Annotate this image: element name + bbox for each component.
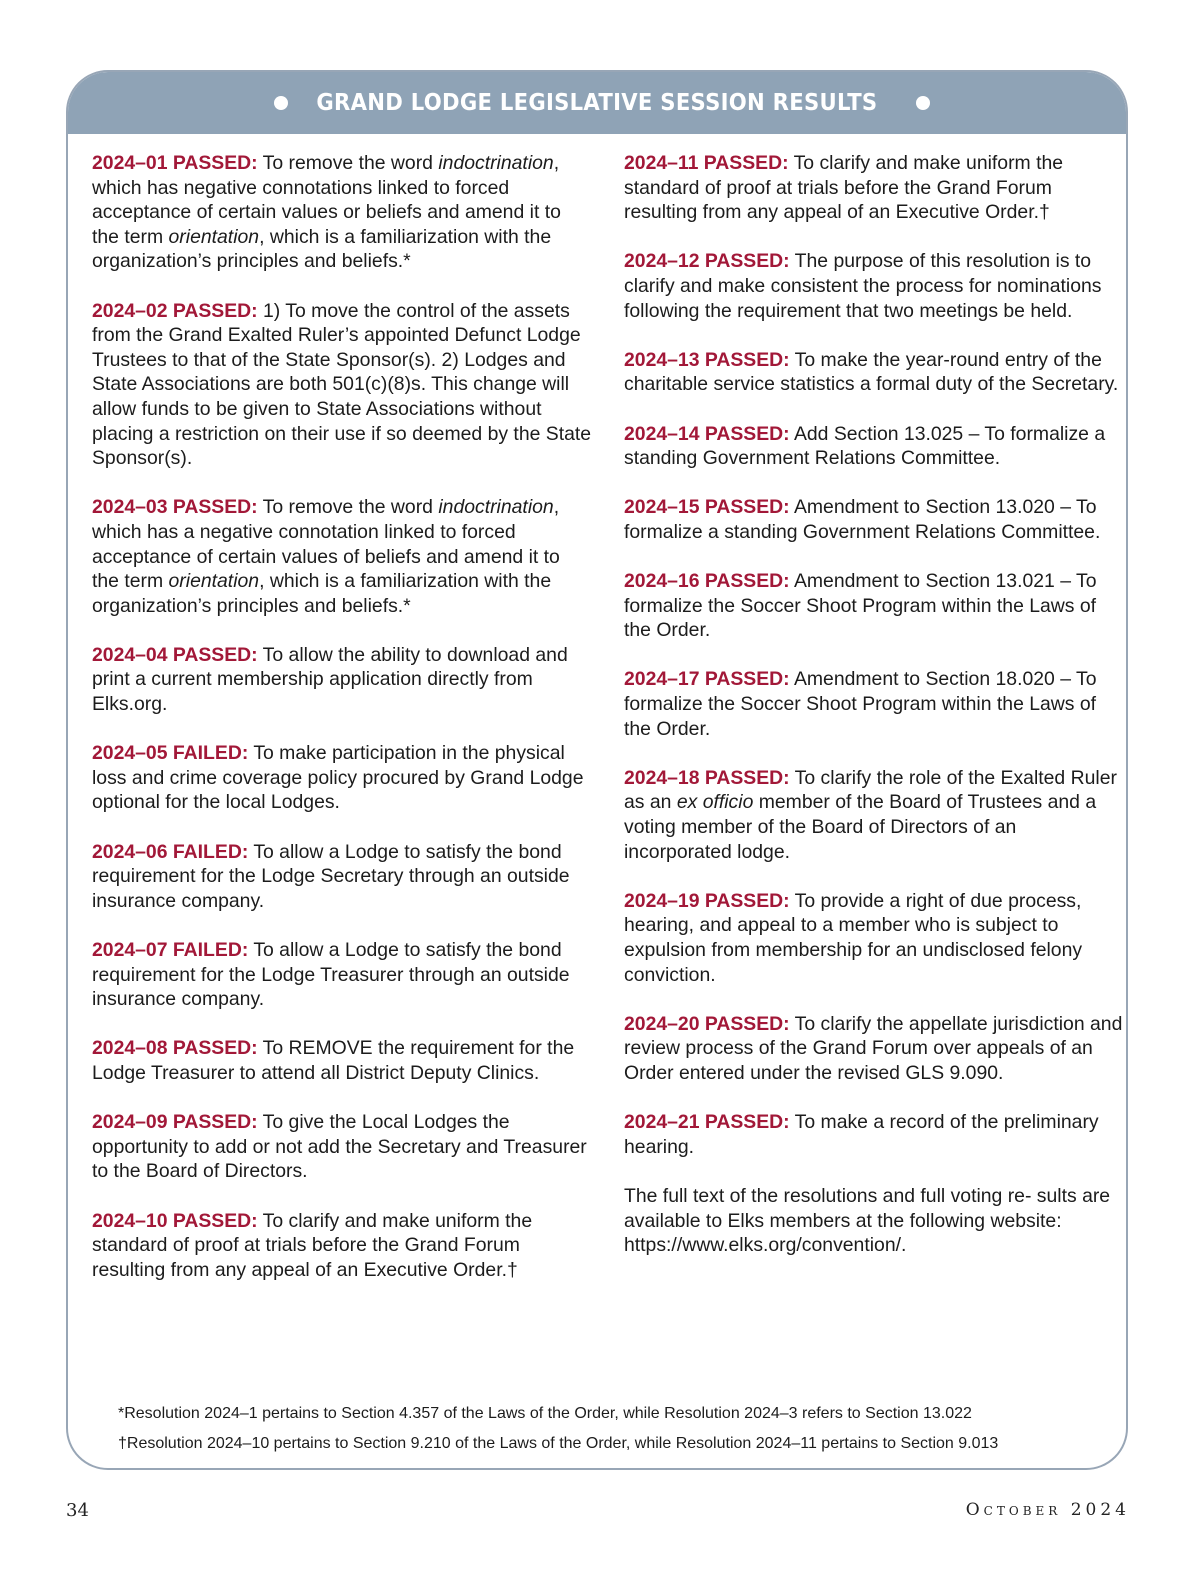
resolution-text: To clarify the appellate jurisdiction and review process of the Grand Forum over appeals of an Order entered under the revised GLS 9.090. [624, 1012, 1123, 1084]
resolution-id: 2024–18 PASSED: [624, 766, 790, 789]
resolution-text: , which has negative connotations linked to forced acceptance of certain values or beliefs and amend it to the term [92, 152, 561, 248]
issue-date: October 2024 [965, 1500, 1130, 1520]
resolution-id: 2024–03 PASSED: [92, 496, 258, 519]
resolution-item [624, 249, 1124, 323]
resolution-item [92, 840, 592, 914]
resolution-text: To REMOVE the requirement for the Lodge Treasurer to attend all District Deputy Clinics. [92, 1037, 575, 1084]
resolution-text: To clarify and make uniform the standard of proof at trials before the Grand Forum resulting from any appeal of an Executive Order.† [92, 1209, 533, 1281]
resolution-text: To remove the word [257, 496, 439, 519]
resolution-item [624, 1012, 1124, 1086]
resolution-text: , which is a familiarization with the organization’s principles and beliefs.* [92, 225, 552, 273]
resolution-text: Amendment to Section 18.020 – To formalize the Soccer Shoot Program within the Laws of the Order. [624, 668, 1097, 740]
resolution-item [624, 348, 1124, 397]
banner-title: GRAND LODGE LEGISLATIVE SESSION RESULTS [316, 90, 878, 116]
resolution-item [624, 495, 1124, 544]
resolution-term: orientation [168, 570, 260, 593]
resolution-id: 2024–08 PASSED: [92, 1037, 258, 1060]
resolution-item [92, 1209, 592, 1283]
resolution-item [92, 495, 592, 618]
resolution-text: member of the Board of Trustees and a voting member of the Board of Directors of an incorporated lodge. [624, 791, 1097, 863]
resolution-id: 2024–09 PASSED: [92, 1111, 258, 1134]
resolution-id: 2024–12 PASSED: [624, 250, 790, 273]
bullet-dot-right [916, 96, 930, 110]
resolution-id: 2024–15 PASSED: [624, 496, 790, 519]
resolution-text: 1) To move the control of the assets from the Grand Exalted Ruler’s appointed Defunct Lodge Trustees to that of the State Sponsor(s). 2) Lodges and State Associations are both 501(c)(8)s. This change will allow funds to be given to State Associations without placing a restriction on their use if so deemed by the State Sponsor(s). [92, 299, 592, 470]
resolution-item [92, 299, 592, 471]
resolution-text: To give the Local Lodges the opportunity to add or not add the Secretary and Treasurer to the Board of Directors. [92, 1111, 587, 1183]
resolution-id: 2024–16 PASSED: [624, 570, 790, 593]
results-panel [66, 70, 1128, 1470]
resolution-text: To provide a right of due process, hearing, and appeal to a member who is subject to expulsion from membership for an undisclosed felony conviction. [624, 889, 1083, 986]
resolution-item [624, 667, 1124, 741]
resolution-text: To make participation in the physical loss and crime coverage policy procured by Grand Lodge optional for the local Lodges. [92, 742, 584, 814]
resolution-text: , which is a familiarization with the organization’s principles and beliefs.* [92, 570, 552, 617]
resolution-id: 2024–05 FAILED: [92, 742, 249, 765]
resolution-text: Amendment to Section 13.020 – To formalize a standing Government Relations Committee. [624, 496, 1101, 543]
resolution-item [624, 889, 1124, 987]
footnotes [118, 1399, 1118, 1458]
resolution-item [624, 151, 1124, 225]
resolution-item [92, 643, 592, 717]
resolution-text: To remove the word [257, 152, 439, 174]
resolution-id: 2024–01 PASSED: [92, 152, 258, 174]
resolution-id: 2024–10 PASSED: [92, 1209, 258, 1232]
left-column [92, 151, 592, 1307]
resolution-item [92, 1036, 592, 1085]
resolution-id: 2024–06 FAILED: [92, 840, 249, 863]
resolution-id: 2024–13 PASSED: [624, 348, 790, 371]
resolution-text: To make a record of the preliminary hearing. [624, 1111, 1099, 1158]
resolution-text: To clarify the role of the Exalted Ruler as an [624, 766, 1117, 814]
right-column [624, 151, 1124, 1258]
resolution-term: indoctrination [438, 496, 554, 519]
resolution-item [624, 766, 1124, 864]
resolution-text: To clarify and make uniform the standard of proof at trials before the Grand Forum resulting from any appeal of an Executive Order.† [624, 152, 1064, 224]
resolution-text: , which has a negative connotation linked to forced acceptance of certain values of beliefs and amend it to the term [92, 496, 560, 593]
resolution-id: 2024–19 PASSED: [624, 889, 790, 912]
footnote: *Resolution 2024–1 pertains to Section 4.357 of the Laws of the Order, while Resolution 2024–3 refers to Section 13.022 [118, 1405, 972, 1422]
page-number: 34 [66, 1500, 89, 1521]
resolution-item [624, 422, 1124, 471]
resolution-term: ex officio [676, 791, 754, 814]
resolution-text: The purpose of this resolution is to clarify and make consistent the process for nominations following the requirement that two meetings be held. [624, 250, 1102, 322]
resolution-id: 2024–04 PASSED: [92, 643, 258, 666]
resolution-item [92, 1110, 592, 1184]
resolution-item [92, 151, 592, 274]
resolution-term: orientation [168, 225, 260, 248]
resolution-text: To allow the ability to download and print a current membership application directly from Elks.org. [92, 643, 568, 716]
footnote: †Resolution 2024–10 pertains to Section 9.210 of the Laws of the Order, while Resolution 2024–11 pertains to Section 9.013 [118, 1434, 999, 1452]
resolution-item [624, 569, 1124, 643]
resolution-id: 2024–11 PASSED: [624, 152, 789, 174]
resolution-id: 2024–20 PASSED: [624, 1012, 790, 1035]
resolution-text: To allow a Lodge to satisfy the bond requirement for the Lodge Secretary through an outside insurance company. [92, 840, 570, 912]
resolution-item [92, 741, 592, 815]
title-banner [68, 72, 1126, 134]
resolution-item [92, 938, 592, 1012]
resolution-text: To allow a Lodge to satisfy the bond requirement for the Lodge Treasurer through an outside insurance company. [92, 939, 570, 1011]
resolution-term: indoctrination [438, 152, 554, 174]
resolution-id: 2024–02 PASSED: [92, 299, 258, 322]
resolution-text: To make the year-round entry of the charitable service statistics a formal duty of the Secretary. [624, 348, 1119, 396]
resolution-item [624, 1110, 1124, 1159]
resolution-id: 2024–07 FAILED: [92, 939, 249, 961]
resolution-id: 2024–21 PASSED: [624, 1111, 790, 1134]
resolution-id: 2024–17 PASSED: [624, 668, 790, 691]
resolution-text: Add Section 13.025 – To formalize a standing Government Relations Committee. [624, 422, 1106, 470]
resolution-text: Amendment to Section 13.021 – To formalize the Soccer Shoot Program within the Laws of the Order. [624, 570, 1097, 642]
bullet-dot-left [274, 96, 288, 110]
resolution-id: 2024–14 PASSED: [624, 422, 790, 445]
closing-note: The full text of the resolutions and full voting re- sults are available to Elks members at the following website: https://www.elks.org/convention/. [624, 1184, 1111, 1257]
